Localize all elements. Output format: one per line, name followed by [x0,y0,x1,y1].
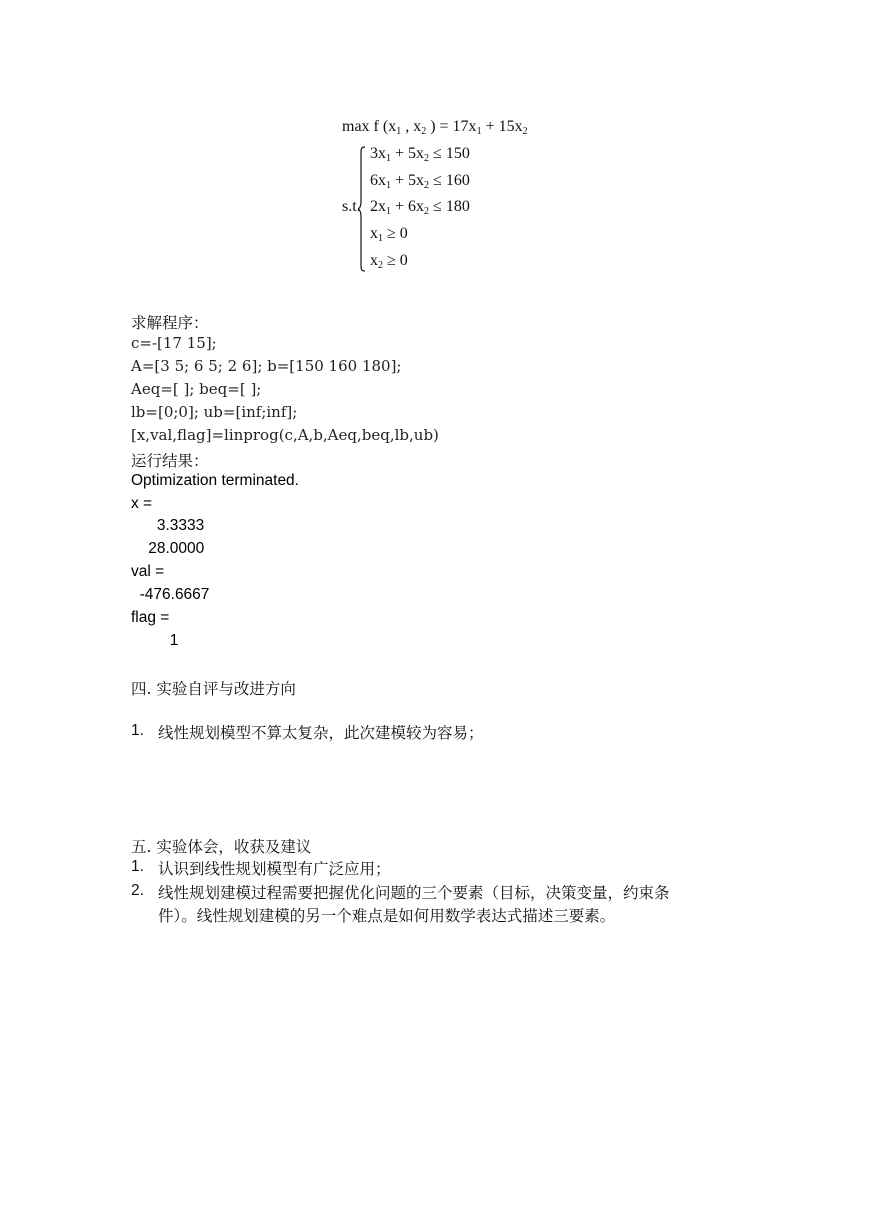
subscript: 2 [424,153,430,164]
list-number: 2. [131,882,144,899]
constraint-row [370,172,470,191]
output-line: 3.3333 [131,517,205,534]
subscript: 1 [386,180,391,191]
objective-function [342,118,528,137]
output-line: 28.0000 [131,540,205,557]
objective-part: ) = 17x [426,118,477,135]
constraint-part: + 5x [391,172,425,189]
list-item-text: 线性规划建模过程需要把握优化问题的三个要素（目标，决策变量，约束条 [158,884,670,902]
constraint-row [370,252,408,271]
subject-to-label: s.t. [342,198,361,215]
section-5-title: 五. 实验体会，收获及建议 [131,838,312,856]
constraint-part: x [370,225,378,242]
section-4-title: 四. 实验自评与改进方向 [131,680,296,698]
constraint-part: ≤ 160 [429,172,470,189]
constraint-part: 2x [370,198,386,215]
constraint-part: ≤ 180 [429,198,470,215]
output-line: 1 [131,632,179,649]
code-line: Aeq=[ ]; beq=[ ]; [131,380,262,398]
constraint-part: ≥ 0 [383,225,408,242]
output-line: x = [131,495,153,512]
constraint-part: + 5x [391,145,425,162]
constraint-part: + 6x [391,198,425,215]
constraint-part: ≤ 150 [429,145,470,162]
objective-part: + 15x [481,118,523,135]
output-line: Optimization terminated. [131,472,299,489]
subscript: 1 [396,126,402,137]
constraint-part: x [370,252,378,269]
constraint-part: 3x [370,145,386,162]
constraint-row [370,145,470,164]
output-line: -476.6667 [131,586,210,603]
constraint-part: ≥ 0 [383,252,408,269]
list-number: 1. [131,858,144,875]
subscript: 2 [378,260,383,271]
subscript: 1 [378,233,383,244]
list-number: 1. [131,722,144,739]
code-line: lb=[0;0]; ub=[inf;inf]; [131,403,298,421]
objective-part: , x [401,118,422,135]
subscript: 1 [476,126,482,137]
subscript: 2 [424,180,430,191]
subscript: 1 [386,153,391,164]
constraint-part: 6x [370,172,386,189]
left-brace [358,146,366,272]
code-line: c=-[17 15]; [131,334,217,352]
code-line: [x,val,flag]=linprog(c,A,b,Aeq,beq,lb,ub) [131,426,439,444]
constraint-row [370,198,470,217]
subscript: 2 [421,126,427,137]
code-line: A=[3 5; 6 5; 2 6]; b=[150 160 180]; [131,357,402,375]
list-item-text: 线性规划模型不算太复杂，此次建模较为容易； [158,724,484,742]
subscript: 2 [522,126,528,137]
constraint-row [370,225,408,244]
output-line: flag = [131,609,170,626]
objective-part: max f (x [342,118,397,135]
subscript: 2 [424,206,430,217]
program-heading: 求解程序： [131,314,209,332]
list-item-text: 认识到线性规划模型有广泛应用； [158,860,391,878]
list-item-continuation: 件）。线性规划建模的另一个难点是如何用数学表达式描述三要素。 [158,907,616,925]
result-heading: 运行结果： [131,452,209,470]
output-line: val = [131,563,165,580]
subscript: 1 [386,206,391,217]
